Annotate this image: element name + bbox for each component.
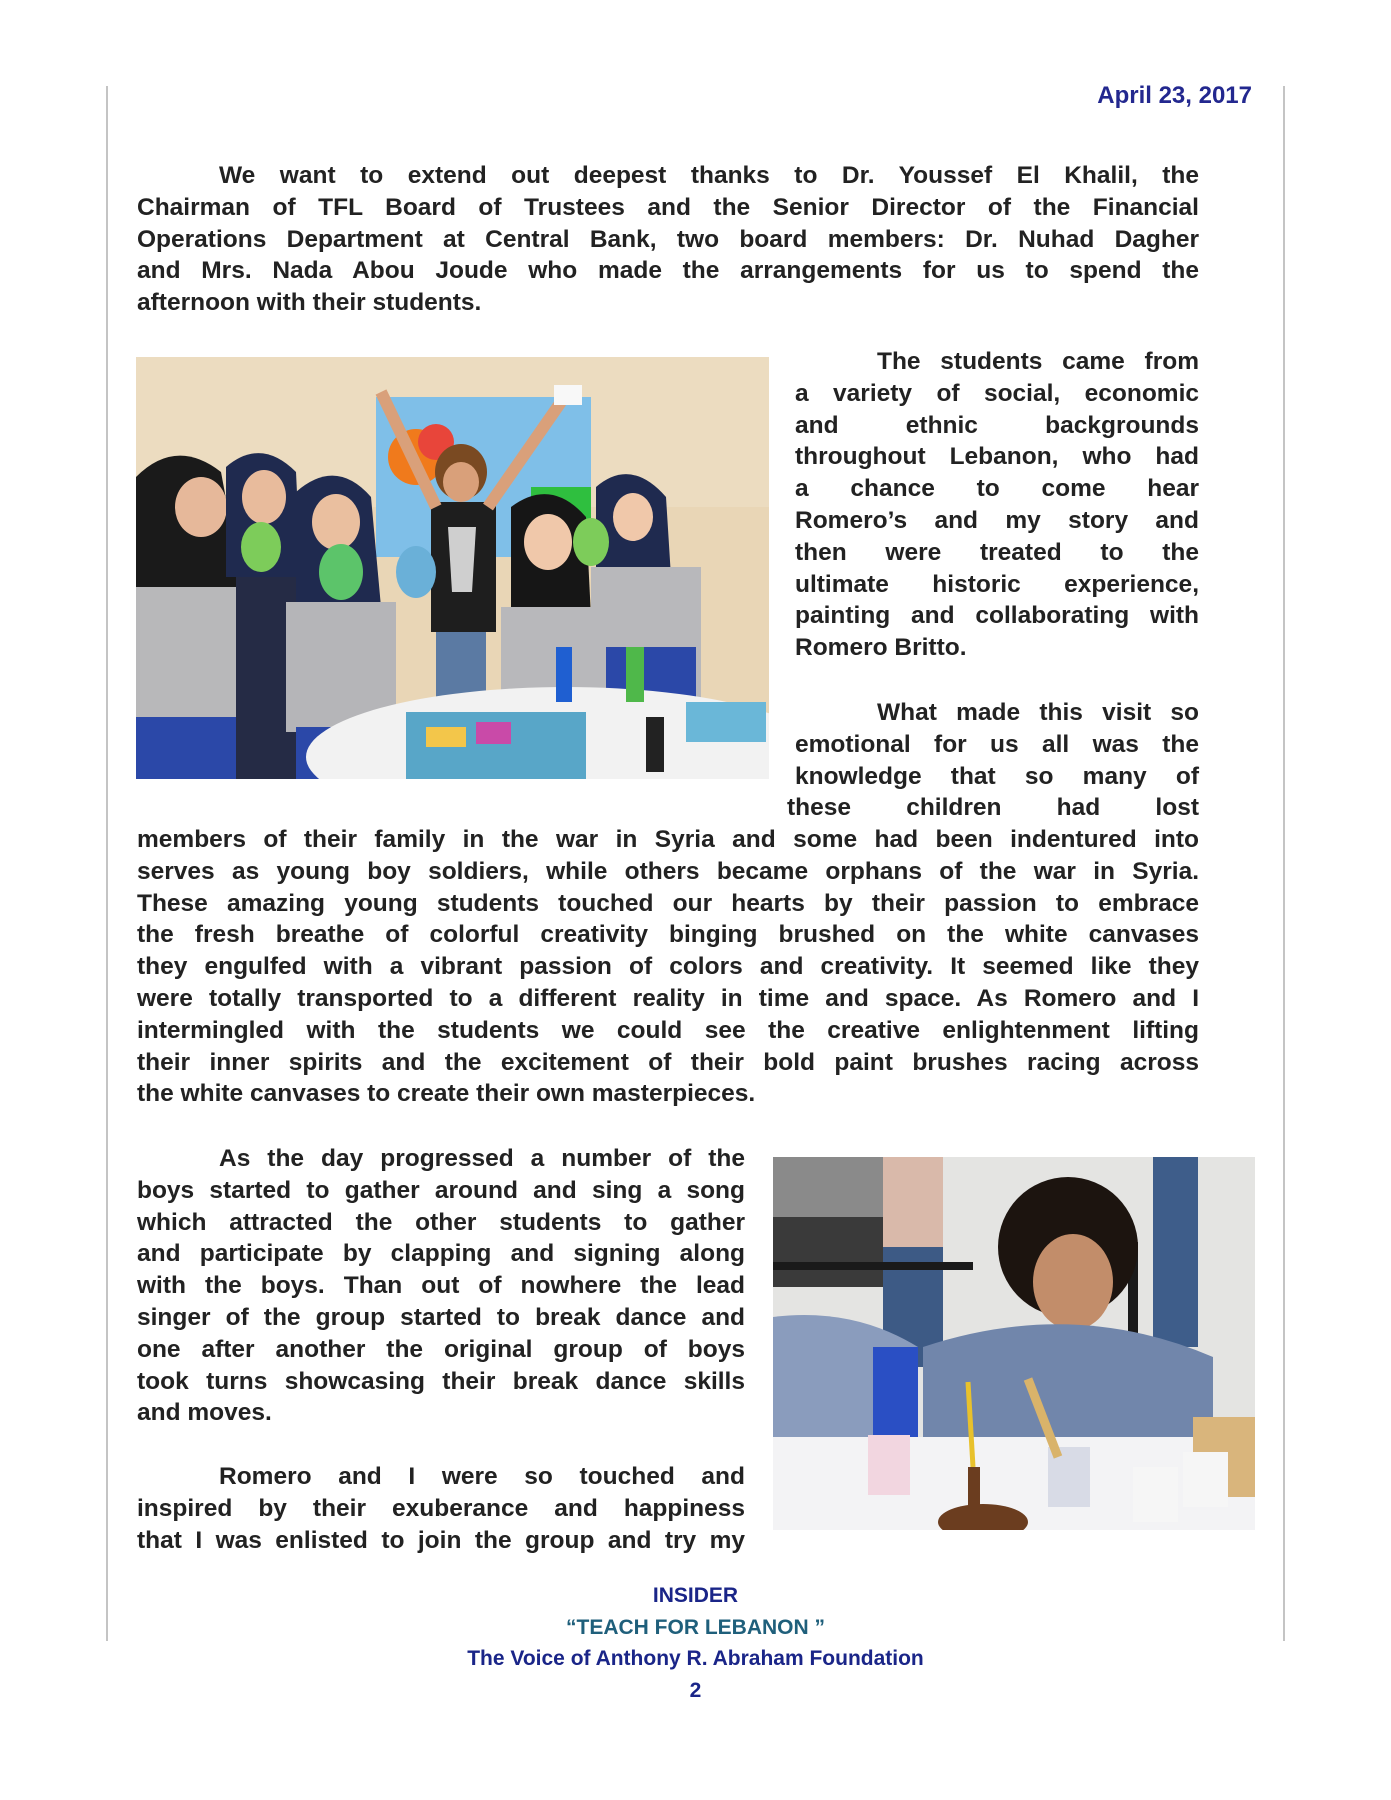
text-line: ultimate historic experience,: [795, 570, 1199, 598]
text-line: intermingled with the students we could see the creative enlightenment lifting: [137, 1016, 1199, 1044]
paragraph-thanks: [137, 160, 1199, 319]
text-line: a variety of social, economic: [795, 379, 1199, 407]
text-line: took turns showcasing their break dance skills: [137, 1367, 745, 1395]
text-line: emotional for us all was the: [795, 730, 1199, 758]
text-line-content: We want to extend out deepest thanks to Dr. Youssef El Khalil, the: [219, 162, 1199, 189]
footer-foundation-tagline: The Voice of Anthony R. Abraham Foundation: [467, 1647, 924, 1670]
text-line: [137, 1143, 745, 1175]
text-line: [137, 160, 1199, 192]
text-line: members of their family in the war in Syria and some had been indentured into: [137, 826, 1199, 853]
text-line: with the boys. Than out of nowhere the lead: [137, 1272, 745, 1300]
text-line: Operations Department at Central Bank, two board members: Dr. Nuhad Dagher: [137, 225, 1199, 253]
text-line: singer of the group started to break dance and: [137, 1303, 745, 1331]
issue-date: April 23, 2017: [1097, 82, 1252, 109]
text-line: [795, 697, 1199, 729]
text-line: knowledge that so many of: [795, 762, 1199, 790]
text-line: one after another the original group of boys: [137, 1335, 745, 1363]
text-line-content: As the day progressed a number of the: [219, 1145, 745, 1172]
photo-students-with-romero: [136, 357, 769, 779]
photo-boy-painting: [773, 1157, 1255, 1530]
text-line: afternoon with their students.: [137, 289, 482, 317]
text-line: throughout Lebanon, who had: [795, 443, 1199, 471]
text-line: and ethnic backgrounds: [795, 411, 1199, 439]
photo-boy-painting-image: [773, 1157, 1255, 1530]
text-line: which attracted the other students to gather: [137, 1208, 745, 1236]
paragraph-students-background: [795, 346, 1199, 664]
paragraph-day-progressed: [137, 1143, 745, 1429]
text-line: and participate by clapping and signing along: [137, 1240, 745, 1268]
text-line: Romero’s and my story and: [795, 506, 1199, 534]
text-line: boys started to gather around and sing a song: [137, 1176, 745, 1204]
text-line: these children had lost: [787, 794, 1199, 822]
text-line-content: Romero and I were so touched and: [219, 1463, 745, 1490]
text-line: [795, 346, 1199, 378]
text-line: they engulfed with a vibrant passion of colors and creativity. It seemed like they: [137, 953, 1199, 981]
text-line: painting and collaborating with: [795, 602, 1199, 630]
footer-program-name: “TEACH FOR LEBANON ”: [566, 1615, 825, 1639]
text-line-content: What made this visit so: [877, 699, 1199, 726]
text-line: These amazing young students touched our hearts by their passion to embrace: [137, 889, 1199, 917]
text-line: then were treated to the: [795, 538, 1199, 566]
photo-students-with-romero-image: [136, 357, 769, 779]
paragraph-emotional-continued: [137, 824, 1199, 1110]
text-line: the fresh breathe of colorful creativity binging brushed on the white canvases: [137, 921, 1199, 949]
text-line: their inner spirits and the excitement of their bold paint brushes racing across: [137, 1048, 1199, 1076]
text-line: the white canvases to create their own masterpieces.: [137, 1080, 756, 1108]
paragraph-emotional-start: [787, 697, 1199, 824]
page-footer: [0, 1580, 1391, 1706]
text-line: a chance to come hear: [795, 475, 1199, 503]
text-line: and moves.: [137, 1399, 272, 1427]
page-number: 2: [689, 1678, 702, 1702]
text-line: were totally transported to a different reality in time and space. As Romero and I: [137, 984, 1199, 1012]
paragraph-romero-touched: [137, 1461, 745, 1556]
right-margin-rule: [1283, 86, 1285, 1641]
text-line: Chairman of TFL Board of Trustees and the Senior Director of the Financial: [137, 193, 1199, 221]
text-line: [137, 1461, 745, 1493]
text-line: inspired by their exuberance and happiness: [137, 1494, 745, 1522]
text-line: and Mrs. Nada Abou Joude who made the arrangements for us to spend the: [137, 257, 1199, 285]
text-line: that I was enlisted to join the group and try my: [137, 1526, 745, 1554]
text-line: serves as young boy soldiers, while others became orphans of the war in Syria.: [137, 857, 1199, 885]
text-line: Romero Britto.: [795, 634, 967, 662]
footer-publication-name: INSIDER: [652, 1584, 739, 1607]
text-line-content: The students came from: [877, 348, 1199, 375]
left-margin-rule: [106, 86, 108, 1641]
